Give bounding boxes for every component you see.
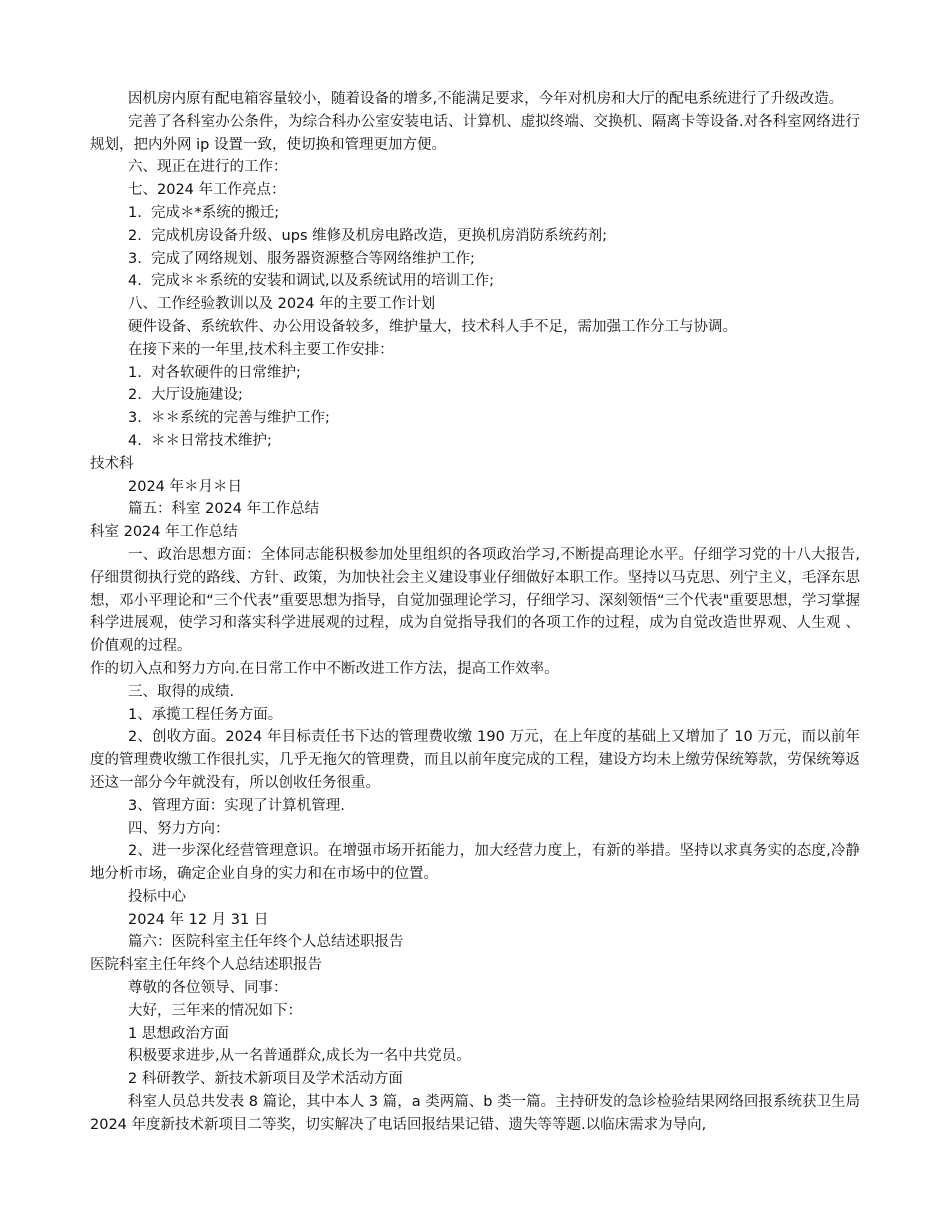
text-line-29: 篇六：医院科室主任年终个人总结述职报告	[128, 934, 404, 951]
text-line-7: 4. 完成＊＊系统的安装和调试,以及系统试用的培训工作;	[128, 273, 495, 290]
text-line-4: 1. 完成＊*系统的搬迁;	[128, 204, 280, 221]
text-line-35: 2 科研教学、新技术新项目及学术活动方面	[128, 1071, 403, 1088]
text-line-17: 篇五：科室 2024 年工作总结	[128, 501, 320, 518]
paragraph-0: 因机房内原有配电箱容量较小，随着设备的增多,不能满足要求，今年对机房和大厅的配电系统进行了升级改造。	[128, 91, 844, 107]
text-line-14: 4. ＊＊日常技术维护;	[128, 432, 272, 449]
text-line-25: 四、努力方向：	[128, 820, 230, 837]
text-line-27: 投标中心	[128, 888, 186, 905]
paragraph-1: 完善了各科室办公条件，为综合科办公室安装电话、计算机、虚拟终端、交换机、隔离卡等设备.对各科室网络进行规划，把内外网 ip 设置一致，使切换和管理更加方便。	[90, 113, 860, 153]
text-line-28: 2024 年 12 月 31 日	[128, 911, 269, 928]
text-line-3: 七、2024 年工作亮点：	[128, 182, 286, 199]
text-line-18: 科室 2024 年工作总结	[90, 524, 238, 541]
text-line-13: 3. ＊＊系统的完善与维护工作;	[128, 410, 330, 427]
text-line-12: 2. 大厅设施建设;	[128, 387, 243, 404]
text-line-8: 八、工作经验教训以及 2024 年的主要工作计划	[128, 296, 436, 313]
text-line-31: 尊敬的各位领导、同事：	[128, 980, 288, 997]
paragraph-23: 2、创收方面。2024 年目标责任书下达的管理费收缴 190 万元，在上年度的基础上又增加了 10 万元，而以前年度的管理费收缴工作很扎实，几乎无拖欠的管理费，而且以前年度完成的工程，建设方均未上缴劳保统筹款，劳保统筹返还这一部分今年就没有，所以创收任务很重。	[90, 729, 860, 791]
text-line-15: 技术科	[90, 455, 134, 472]
text-line-10: 在接下来的一年里,技术科主要工作安排：	[128, 341, 394, 358]
text-line-34: 积极要求进步,从一名普通群众,成长为一名中共党员。	[128, 1048, 471, 1065]
text-line-32: 大好，三年来的情况如下：	[128, 1002, 302, 1019]
text-line-11: 1. 对各软硬件的日常维护;	[128, 364, 301, 381]
text-line-24: 3、管理方面：实现了计算机管理.	[128, 797, 345, 814]
text-line-33: 1 思想政治方面	[128, 1025, 229, 1042]
text-line-9: 硬件设备、系统软件、办公用设备较多，维护量大，技术科人手不足，需加强工作分工与协调。	[128, 318, 737, 335]
text-line-5: 2. 完成机房设备升级、ups 维修及机房电路改造，更换机房消防系统药剂;	[128, 227, 607, 244]
paragraph-19: 一、政治思想方面：全体同志能积极参加处里组织的各项政治学习,不断提高理论水平。仔细学习党的十八大报告,仔细贯彻执行党的路线、方针、政策，为加快社会主义建设事业仔细做好本职工作。坚持以马克思、列宁主义，毛泽东思想，邓小平理论和“三个代表”重要思想为指导，自觉加强理论学习，仔细学习、深刻领悟“三个代表"重要思想，学习掌握科学进展观，使学习和落实科学进展观的过程，成为自觉指导我们的各项工作的过程，成为自觉改造世界观、人生观 、价值观的过程。	[90, 546, 860, 655]
text-line-2: 六、现正在进行的工作：	[128, 159, 288, 176]
paragraph-26: 2、进一步深化经营管理意识。在增强市场开拓能力，加大经营力度上，有新的举措。坚持以求真务实的态度,冷静地分析市场，确定企业自身的实力和在市场中的位置。	[90, 843, 860, 883]
text-line-30: 医院科室主任年终个人总结述职报告	[90, 957, 322, 974]
text-line-22: 1、承揽工程任务方面。	[128, 706, 283, 723]
text-line-21: 三、取得的成绩.	[128, 683, 235, 700]
text-line-16: 2024 年＊月＊日	[128, 478, 243, 495]
paragraph-36: 科室人员总共发表 8 篇论，其中本人 3 篇，a 类两篇、b 类一篇。主持研发的急诊检验结果网络回报系统获卫生局 2024 年度新技术新项目二等奖，切实解决了电话回报结果记错、遗失等等题.以临床需求为导向,	[90, 1094, 860, 1133]
text-line-20: 作的切入点和努力方向.在日常工作中不断改进工作方法，提高工作效率。	[90, 660, 559, 677]
text-line-6: 3. 完成了网络规划、服务器资源整合等网络维护工作;	[128, 250, 475, 267]
